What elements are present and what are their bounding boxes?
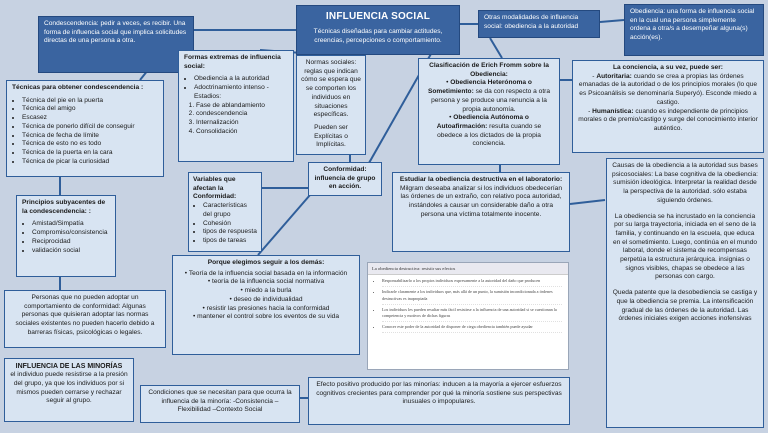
- condiciones-text: Condiciones que se necesitan para que ocurra la influencia de la minoría: -Consistencia –Flexibilidad –Contexto Social: [148, 389, 292, 414]
- efecto-box: [308, 377, 570, 425]
- porque-item: • mantener el control sobre los eventos de su vida: [193, 313, 339, 321]
- tecnicas-list: [12, 97, 158, 167]
- causas-paragraph-3: Queda patente que la desobediencia se castiga y que la obediencia se premia. La intensificación gradual de las órdenes de la autoridad. Las órdenes iniciales exigen acciones inofensivas: [612, 289, 758, 323]
- variables-box: [188, 172, 262, 252]
- minorias-heading: INFLUENCIA DE LAS MINORÍAS: [15, 363, 123, 370]
- document-item: • Los individuos les pueden resultar más fácil resistirse a la influencia de una autoridad si se cuestionan la competencia y motivos de dichas figuras: [382, 307, 562, 322]
- connector: [258, 195, 310, 255]
- page-title: INFLUENCIA SOCIAL: [325, 11, 431, 22]
- fromm-box: [418, 58, 560, 165]
- forma-step: 4. Consolidación: [196, 128, 288, 137]
- normas-box: [296, 55, 366, 155]
- porque-item: • Teoría de la influencia social basada en la información: [184, 269, 348, 277]
- conformidad-text: Conformidad: influencia de grupo en acción.: [314, 166, 376, 191]
- conciencia-humanistica: - Humanística: cuando es independiente de principios morales o de premio/castigo y surge del conocimiento interior auténtico.: [578, 107, 758, 132]
- connector: [600, 20, 624, 22]
- document-item: • Conocer este poder de la autoridad de disponer de ciega obediencia también puede ayudar: [382, 324, 562, 333]
- normas-text-2: Pueden ser Explícitas o Implícitas.: [314, 123, 348, 149]
- principio-item: • Reciprocidad: [32, 238, 110, 247]
- formas-bullets: [184, 75, 288, 101]
- variables-list: [193, 202, 257, 246]
- title-description: Técnicas diseñadas para cambiar actitudes, creencias, percepciones o comportamiento.: [313, 28, 443, 44]
- causas-box: [606, 158, 764, 428]
- variable-item: • Características del grupo: [203, 202, 257, 219]
- fromm-aut: • Obediencia Autónoma o Autoafirmación: resulta cuando se obedece a los dictados de la propia conciencia.: [436, 114, 542, 148]
- tecnica-item: • Técnica del pie en la puerta: [22, 97, 158, 106]
- forma-item: • Obediencia a la autoridad: [194, 75, 288, 84]
- estudiar-heading: Estudiar la obediencia destructiva en el laboratorio:: [399, 176, 563, 183]
- conciencia-box: [572, 60, 764, 153]
- formas-heading: Formas extremas de influencia social:: [184, 54, 281, 70]
- principio-item: • Amistad/Simpatía: [32, 220, 110, 229]
- principios-heading: Principios subyacentes de la condescendencia: :: [22, 199, 106, 215]
- tecnica-item: • Técnica del amigo: [22, 105, 158, 114]
- principio-item: • validación social: [32, 247, 110, 256]
- porque-item: • teoría de la influencia social normativa: [207, 278, 325, 286]
- connector: [570, 200, 605, 204]
- porque-item: • miedo a la burla: [240, 287, 292, 295]
- tecnica-item: • Técnica de esto no es todo: [22, 140, 158, 149]
- tecnica-item: • Técnica de picar la curiosidad: [22, 158, 158, 167]
- tecnica-item: • Escasez: [22, 114, 158, 123]
- tecnica-item: • Técnica de fecha de límite: [22, 132, 158, 141]
- efecto-text: Efecto positivo producido por las minorías: inducen a la mayoría a ejercer esfuerzos cognitivos crecientes para comprender por qué la minoría sostiene sus perspectivas inusuales o impopulares.: [316, 381, 562, 406]
- conciencia-heading: La conciencia, a su vez, puede ser:: [613, 64, 723, 71]
- document-item: • Responsabilizarlo a los propios individuos expresamente a la autoridad del daño que producen: [382, 278, 562, 287]
- formas-box: [178, 50, 294, 162]
- condescendencia-text: Condescendencia: pedir a veces, es recibir. Una forma de influencia social que implica solicitudes directas de una persona a otra.: [44, 20, 187, 45]
- forma-step: 1. Fase de ablandamiento: [196, 102, 288, 111]
- obediencia-destructiva-document: [367, 262, 569, 370]
- personas-text: Personas que no pueden adoptar un comportamiento de conformidad: Algunas personas que quisieran adoptar las normas sociales existentes no pueden hacerlo debido a barreras físicas, psicológicas o legales.: [15, 294, 155, 336]
- normas-text: Normas sociales: reglas que indican cómo se espera que se comporten los individuos en situaciones específicas.: [301, 59, 361, 119]
- variable-item: • tipos de respuesta: [203, 228, 257, 237]
- formas-steps: [184, 102, 288, 137]
- principios-list: [22, 220, 110, 255]
- variables-heading: Variables que afectan la Conformidad:: [193, 176, 237, 201]
- connector: [490, 38, 502, 58]
- conformidad-box: [308, 162, 382, 196]
- otras-text: Otras modalidades de influencia social: obediencia a la autoridad: [484, 14, 579, 30]
- conciencia-autoritaria: - Autoritaria: cuando se crea a propias las órdenes emanadas de la autoridad o de los principios morales (lo que es Psicoanálisis se denominaría Superyó). Esconde miedo a castigo.: [578, 72, 758, 106]
- title-box: [296, 5, 460, 55]
- forma-item: • Adoctrinamiento intenso - Estadios:: [194, 84, 288, 101]
- principios-box: [16, 195, 116, 277]
- tecnica-item: • Técnica de la puerta en la cara: [22, 149, 158, 158]
- porque-box: [172, 255, 360, 355]
- obediencia-box: [624, 4, 764, 56]
- condiciones-box: [140, 385, 300, 423]
- document-heading: La obediencia destructiva: resistir sus efectos: [368, 263, 568, 275]
- estudiar-text: Milgram deseaba analizar si los individuos obedecerían las órdenes de un extraño, con relativo poca autoridad, instándoles a causar un considerable daño a otra persona una víctima totalmente inocente.: [399, 184, 562, 218]
- condescendencia-box: [38, 16, 194, 73]
- variable-item: • tipos de tareas: [203, 237, 257, 246]
- variable-item: • Cohesión: [203, 220, 257, 229]
- tecnicas-heading: Técnicas para obtener condescendencia :: [12, 84, 144, 91]
- document-list: [368, 278, 562, 332]
- causas-paragraph-1: Causas de la obediencia a la autoridad sus bases psicosociales: La base cognitiva de la obediencia: sumisión ideológica. Interpretar la realidad desde la perspectiva de la autoridad. sólo estaba siguiendo órdenes.: [612, 162, 758, 204]
- obediencia-text: Obediencia: una forma de influencia social en la cual una persona simplemente ordena a otra/s a desempeñar alguna(s) acción(es).: [630, 8, 755, 42]
- otras-box: [478, 10, 600, 38]
- document-item: • Indicarle claramente a los individuos que, más allá de un punto, la sumisión incondicionada a órdenes destructivas es inapropiada: [382, 289, 562, 304]
- fromm-heading: Clasificación de Erich Fromm sobre la Obediencia:: [429, 62, 549, 78]
- porque-item: • resistir las presiones hacia la conformidad: [202, 304, 330, 312]
- forma-step: 3. Internalización: [196, 119, 288, 128]
- forma-step: 2. condescendencia: [196, 110, 288, 119]
- minorias-box: [4, 358, 134, 422]
- causas-paragraph-2: La obediencia se ha incrustado en la conciencia por su larga trayectoria, iniciada en el seno de la familia, y continuando en la escuela, que educa en el sometimiento. Luego, continúa en el mundo laboral, donde el sistema de recompensas perpetúa la estructura jerárquica. insignias o signos visibles, chapas se obedece a las personas con cargo.: [612, 212, 758, 281]
- principio-item: • Compromiso/consistencia: [32, 229, 110, 238]
- tecnica-item: • Técnica de ponerlo difícil de conseguir: [22, 123, 158, 132]
- fromm-het: • Obediencia Heterónoma o Sometimiento: se da con respecto a otra persona y se produce una renuncia a la propia autonomía.: [427, 79, 551, 113]
- estudiar-box: [392, 172, 570, 252]
- tecnicas-box: [6, 80, 164, 177]
- minorias-text: el individuo puede resistirse a la presión del grupo, ya que los individuos por si mismos pueden cerrarse y rechazar seguir al grupo.: [10, 371, 128, 405]
- porque-item: • deseo de individualidad: [229, 295, 303, 303]
- personas-box: [4, 290, 166, 348]
- porque-heading: Porque elegimos seguir a los demás:: [207, 259, 325, 266]
